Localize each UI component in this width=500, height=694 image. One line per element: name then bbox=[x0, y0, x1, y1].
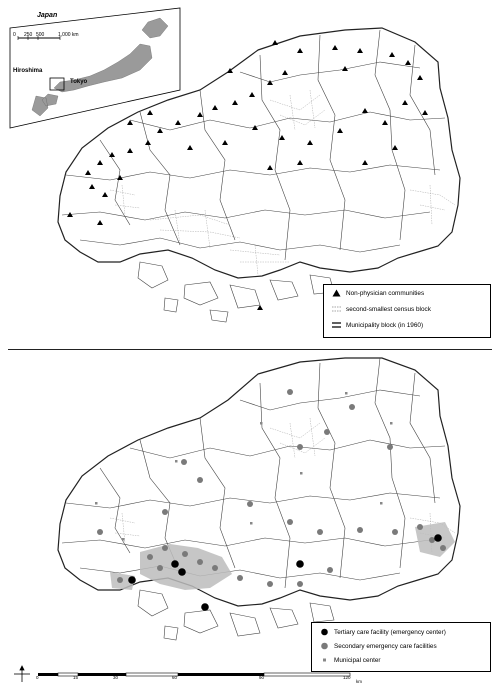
tertiary-facility-marker bbox=[434, 534, 442, 542]
secondary-facility-marker bbox=[440, 545, 446, 551]
inset-city-tokyo: Tokyo bbox=[70, 79, 88, 85]
inset-scale-label: 1,000 km bbox=[58, 32, 79, 38]
bottom-map-panel bbox=[0, 352, 500, 694]
legend-label: Secondary emergency care facilities bbox=[334, 642, 437, 650]
inset-scale-label: 250 bbox=[24, 32, 33, 38]
secondary-facility-marker bbox=[417, 524, 423, 530]
secondary-facility-marker bbox=[327, 567, 333, 573]
legend-row bbox=[332, 289, 424, 297]
secondary-facility-marker bbox=[97, 529, 103, 535]
secondary-facility-marker bbox=[181, 459, 187, 465]
municipal-center-marker bbox=[95, 502, 98, 505]
triangle-marker bbox=[257, 305, 263, 310]
triangle-icon bbox=[332, 289, 341, 297]
scale-bar bbox=[38, 673, 350, 676]
inset-scale-label: 500 bbox=[36, 32, 45, 38]
bottom-legend bbox=[311, 622, 491, 672]
tertiary-facility-marker bbox=[178, 568, 186, 576]
secondary-facility-marker bbox=[197, 477, 203, 483]
legend-label: Tertiary care facility (emergency center) bbox=[334, 628, 446, 636]
tertiary-facility-marker bbox=[296, 560, 304, 568]
gray-circle-icon bbox=[320, 642, 329, 650]
thin-dashed-line-icon bbox=[332, 305, 341, 313]
secondary-facility-marker bbox=[197, 559, 203, 565]
secondary-facility-marker bbox=[387, 444, 393, 450]
top-legend bbox=[323, 284, 491, 338]
secondary-facility-marker bbox=[357, 527, 363, 533]
thick-line-icon bbox=[332, 321, 341, 329]
scale-label: 90 bbox=[259, 675, 265, 680]
secondary-facility-marker bbox=[147, 554, 153, 560]
municipal-center-marker bbox=[175, 460, 178, 463]
municipal-center-marker bbox=[390, 422, 393, 425]
secondary-facility-marker bbox=[162, 509, 168, 515]
scale-label: 120 bbox=[343, 675, 351, 680]
legend-row bbox=[320, 656, 381, 664]
municipal-center-marker bbox=[250, 522, 253, 525]
small-gray-square-icon bbox=[320, 656, 329, 664]
municipal-center-marker bbox=[260, 422, 263, 425]
inset-scale-label: 0 bbox=[13, 32, 16, 38]
secondary-facility-marker bbox=[429, 537, 435, 543]
legend-label: Non-physician communities bbox=[346, 289, 425, 297]
black-circle-icon bbox=[320, 628, 329, 636]
legend-row bbox=[332, 305, 431, 313]
municipal-center-marker bbox=[122, 538, 125, 541]
legend-label: second-smallest census block bbox=[346, 305, 431, 313]
scale-label: 30 bbox=[113, 675, 119, 680]
municipal-center-marker bbox=[345, 392, 348, 395]
legend-row bbox=[320, 642, 437, 650]
secondary-facility-marker bbox=[317, 529, 323, 535]
secondary-facility-marker bbox=[212, 565, 218, 571]
legend-row bbox=[320, 628, 446, 636]
secondary-facility-marker bbox=[117, 577, 123, 583]
secondary-facility-marker bbox=[162, 545, 168, 551]
municipal-center-marker bbox=[300, 472, 303, 475]
tertiary-facility-marker bbox=[201, 603, 209, 611]
secondary-facility-marker bbox=[324, 429, 330, 435]
secondary-facility-marker bbox=[247, 501, 253, 507]
secondary-facility-marker bbox=[267, 581, 273, 587]
scale-unit: km bbox=[356, 679, 362, 684]
municipal-center-marker bbox=[380, 502, 383, 505]
tertiary-facility-marker bbox=[128, 576, 136, 584]
secondary-facility-marker bbox=[297, 581, 303, 587]
secondary-facility-marker bbox=[287, 519, 293, 525]
triangle-marker bbox=[272, 40, 278, 45]
inset-title: Japan bbox=[37, 12, 58, 19]
legend-label: Municipal center bbox=[334, 656, 381, 664]
tertiary-facility-marker bbox=[171, 560, 179, 568]
secondary-facility-marker bbox=[157, 565, 163, 571]
scale-label: 15 bbox=[73, 675, 79, 680]
secondary-facility-marker bbox=[349, 404, 355, 410]
secondary-facility-marker bbox=[392, 529, 398, 535]
hiroshima-prefecture-outline bbox=[58, 358, 460, 606]
secondary-facility-marker bbox=[287, 389, 293, 395]
top-map-panel bbox=[0, 0, 500, 346]
secondary-facility-marker bbox=[297, 444, 303, 450]
inset-city-hiroshima: Hiroshima bbox=[13, 68, 43, 74]
legend-row bbox=[332, 321, 423, 329]
panel-divider bbox=[8, 349, 492, 350]
legend-label: Municipality block (in 1960) bbox=[346, 321, 424, 329]
scale-label: 0 bbox=[36, 675, 39, 680]
scale-label: 60 bbox=[172, 675, 178, 680]
secondary-facility-marker bbox=[237, 575, 243, 581]
compass-icon bbox=[14, 666, 30, 682]
secondary-facility-marker bbox=[182, 551, 188, 557]
